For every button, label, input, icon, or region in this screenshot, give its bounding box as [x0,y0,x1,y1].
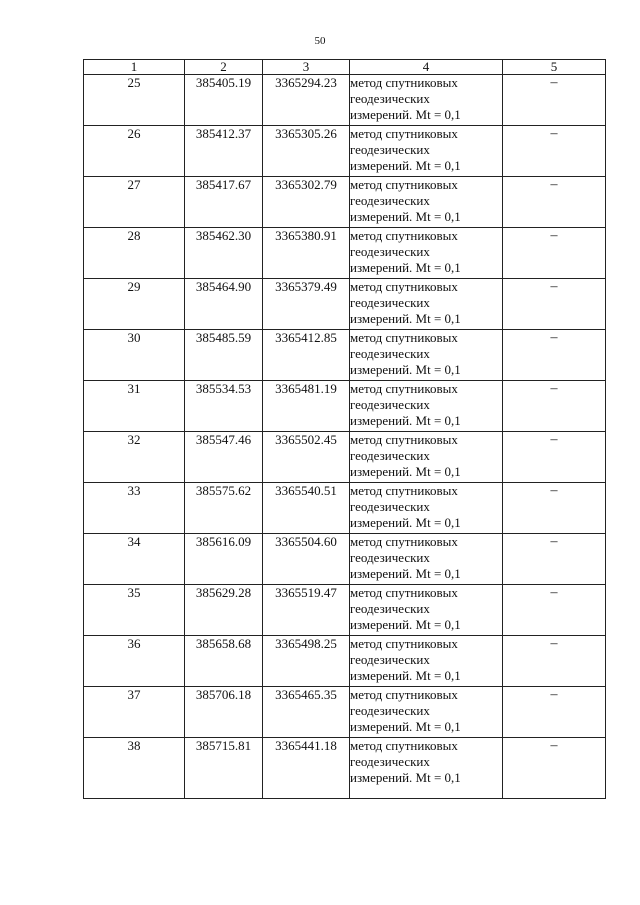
y-coordinate-cell: 3365380.91 [263,228,350,279]
method-text-line: измерений. Mt = 0,1 [350,566,461,581]
method-text-line: геодезических [350,346,430,361]
method-text-line: измерений. Mt = 0,1 [350,617,461,632]
note-cell: – [503,687,606,738]
x-coordinate-cell: 385417.67 [185,177,263,228]
method-text-line: метод спутниковых [350,483,458,498]
point-number-cell: 27 [84,177,185,228]
method-text-line: измерений. Mt = 0,1 [350,209,461,224]
method-text-line: геодезических [350,295,430,310]
table-row [84,738,606,799]
header-col-5: 5 [503,60,606,75]
point-number-cell: 33 [84,483,185,534]
x-coordinate-cell: 385547.46 [185,432,263,483]
method-text-line: геодезических [350,244,430,259]
table-row [84,228,606,279]
table-row [84,687,606,738]
point-number-cell: 38 [84,738,185,799]
method-text-line: измерений. Mt = 0,1 [350,107,461,122]
point-number-cell: 25 [84,75,185,126]
table-row [84,75,606,126]
point-number-cell: 34 [84,534,185,585]
note-cell: – [503,228,606,279]
method-text-line: измерений. Mt = 0,1 [350,515,461,530]
header-col-4: 4 [350,60,503,75]
method-text-line: измерений. Mt = 0,1 [350,719,461,734]
method-cell [350,126,503,177]
method-text-line: метод спутниковых [350,687,458,702]
method-cell [350,228,503,279]
y-coordinate-cell: 3365502.45 [263,432,350,483]
method-text-line: геодезических [350,193,430,208]
method-cell [350,483,503,534]
method-text-line: геодезических [350,703,430,718]
table-row [84,279,606,330]
table-row [84,126,606,177]
x-coordinate-cell: 385485.59 [185,330,263,381]
note-cell: – [503,279,606,330]
x-coordinate-cell: 385706.18 [185,687,263,738]
x-coordinate-cell: 385464.90 [185,279,263,330]
point-number-cell: 36 [84,636,185,687]
method-text-line: измерений. Mt = 0,1 [350,158,461,173]
point-number-cell: 35 [84,585,185,636]
method-text-line: геодезических [350,601,430,616]
method-text-line: метод спутниковых [350,279,458,294]
method-text-line: метод спутниковых [350,738,458,753]
table-row [84,381,606,432]
table-row [84,432,606,483]
x-coordinate-cell: 385534.53 [185,381,263,432]
y-coordinate-cell: 3365302.79 [263,177,350,228]
y-coordinate-cell: 3365465.35 [263,687,350,738]
method-text-line: метод спутниковых [350,75,458,90]
method-text-line: геодезических [350,448,430,463]
table-row [84,483,606,534]
table-body [84,75,606,799]
page-number: 50 [314,35,326,47]
method-cell [350,279,503,330]
point-number-cell: 31 [84,381,185,432]
y-coordinate-cell: 3365412.85 [263,330,350,381]
x-coordinate-cell: 385405.19 [185,75,263,126]
y-coordinate-cell: 3365294.23 [263,75,350,126]
note-cell: – [503,483,606,534]
y-coordinate-cell: 3365540.51 [263,483,350,534]
note-cell: – [503,126,606,177]
method-text-line: геодезических [350,397,430,412]
table-row [84,534,606,585]
method-text-line: измерений. Mt = 0,1 [350,311,461,326]
method-cell [350,330,503,381]
method-text-line: метод спутниковых [350,126,458,141]
method-text-line: метод спутниковых [350,432,458,447]
y-coordinate-cell: 3365498.25 [263,636,350,687]
method-cell [350,75,503,126]
note-cell: – [503,381,606,432]
coordinates-table [83,59,606,799]
table-row [84,585,606,636]
note-cell: – [503,534,606,585]
method-text-line: геодезических [350,142,430,157]
method-text-line: геодезических [350,91,430,106]
x-coordinate-cell: 385715.81 [185,738,263,799]
x-coordinate-cell: 385462.30 [185,228,263,279]
x-coordinate-cell: 385575.62 [185,483,263,534]
header-col-2: 2 [185,60,263,75]
method-text-line: геодезических [350,754,430,769]
y-coordinate-cell: 3365519.47 [263,585,350,636]
method-text-line: метод спутниковых [350,585,458,600]
note-cell: – [503,75,606,126]
point-number-cell: 28 [84,228,185,279]
note-cell: – [503,738,606,799]
method-text-line: измерений. Mt = 0,1 [350,770,461,785]
note-cell: – [503,585,606,636]
method-cell [350,687,503,738]
x-coordinate-cell: 385658.68 [185,636,263,687]
x-coordinate-cell: 385629.28 [185,585,263,636]
method-cell [350,636,503,687]
y-coordinate-cell: 3365441.18 [263,738,350,799]
note-cell: – [503,330,606,381]
point-number-cell: 26 [84,126,185,177]
method-cell [350,738,503,799]
method-text-line: геодезических [350,652,430,667]
x-coordinate-cell: 385616.09 [185,534,263,585]
note-cell: – [503,432,606,483]
y-coordinate-cell: 3365481.19 [263,381,350,432]
y-coordinate-cell: 3365504.60 [263,534,350,585]
point-number-cell: 30 [84,330,185,381]
y-coordinate-cell: 3365305.26 [263,126,350,177]
method-text-line: метод спутниковых [350,534,458,549]
method-text-line: измерений. Mt = 0,1 [350,464,461,479]
point-number-cell: 37 [84,687,185,738]
method-text-line: измерений. Mt = 0,1 [350,362,461,377]
method-cell [350,177,503,228]
method-text-line: геодезических [350,499,430,514]
method-text-line: метод спутниковых [350,177,458,192]
method-cell [350,534,503,585]
table-row [84,177,606,228]
method-text-line: геодезических [350,550,430,565]
note-cell: – [503,177,606,228]
method-text-line: метод спутниковых [350,228,458,243]
method-text-line: метод спутниковых [350,636,458,651]
method-cell [350,585,503,636]
header-col-3: 3 [263,60,350,75]
point-number-cell: 32 [84,432,185,483]
y-coordinate-cell: 3365379.49 [263,279,350,330]
method-text-line: метод спутниковых [350,381,458,396]
table-header-row [84,60,606,75]
point-number-cell: 29 [84,279,185,330]
method-text-line: метод спутниковых [350,330,458,345]
note-cell: – [503,636,606,687]
method-cell [350,432,503,483]
table-row [84,330,606,381]
table-row [84,636,606,687]
method-text-line: измерений. Mt = 0,1 [350,260,461,275]
header-col-1: 1 [84,60,185,75]
method-text-line: измерений. Mt = 0,1 [350,668,461,683]
method-text-line: измерений. Mt = 0,1 [350,413,461,428]
x-coordinate-cell: 385412.37 [185,126,263,177]
method-cell [350,381,503,432]
